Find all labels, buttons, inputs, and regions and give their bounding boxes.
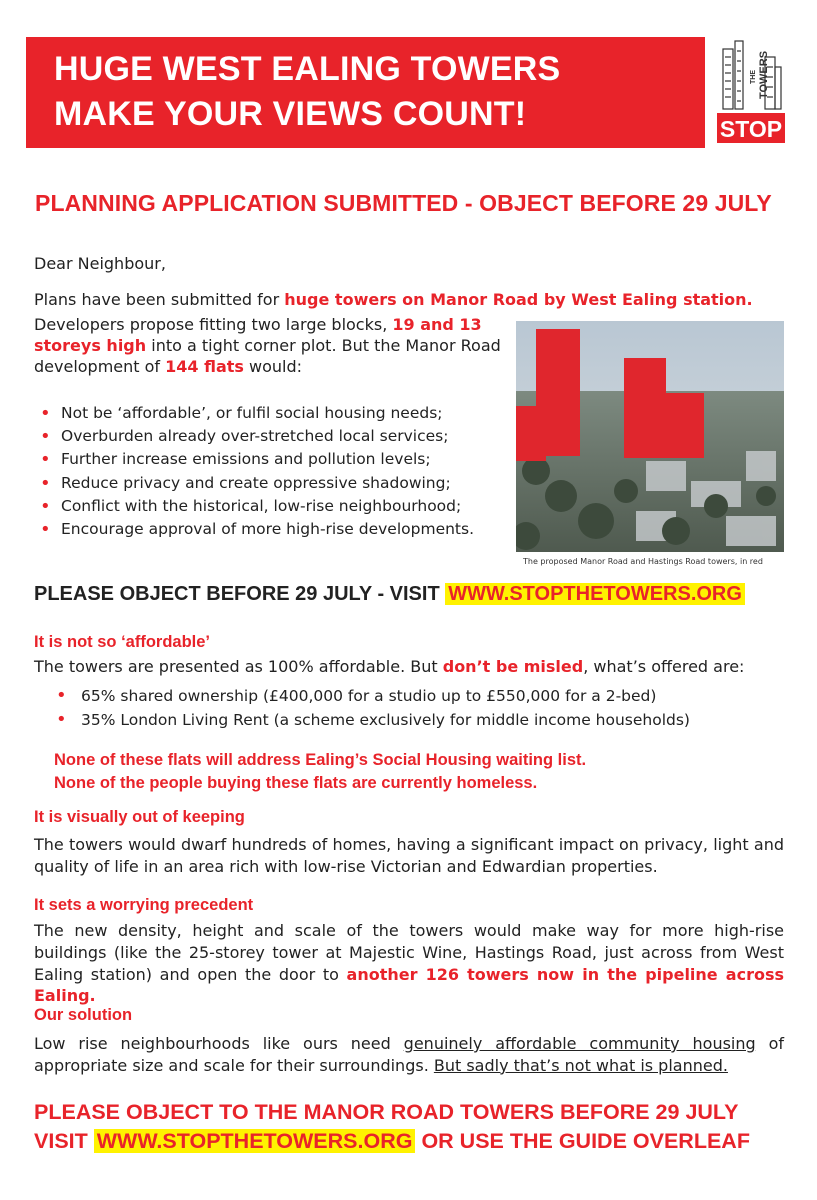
affordable-text-b: , what’s offered are:: [583, 657, 745, 676]
logo-text-towers: TOWERS: [758, 50, 770, 100]
stop-the-towers-logo: [717, 37, 785, 145]
affordable-list: [56, 684, 690, 732]
object-cta: [34, 583, 745, 606]
intro-text-d: would:: [243, 357, 303, 376]
solution-underline-1: genuinely affordable community housing: [403, 1034, 756, 1053]
list-item: • Reduce privacy and create oppressive shadowing;: [40, 472, 520, 495]
intro-text-b: Developers propose fitting two large blocks,: [34, 315, 393, 334]
greeting: Dear Neighbour,: [34, 254, 166, 273]
list-item: • Further increase emissions and pollution levels;: [40, 448, 520, 471]
list-item: • Encourage approval of more high-rise developments.: [40, 518, 520, 541]
section-heading-affordable: It is not so ‘affordable’: [34, 633, 211, 651]
final-visit: VISIT: [34, 1129, 94, 1153]
precedent-text-main: The new density, height and scale of the towers would make way for more high-rise buildings (like the 25-storey tower at Majestic Wine, Hastings Road, just across from West Ealing station) and open the door to: [34, 921, 784, 984]
intro-text-a: Plans have been submitted for: [34, 290, 285, 309]
final-line1: PLEASE OBJECT TO THE MANOR ROAD TOWERS BEFORE 29 JULY: [34, 1100, 739, 1124]
objections-list: [40, 402, 520, 541]
final-website-link[interactable]: WWW.STOPTHETOWERS.ORG: [94, 1129, 416, 1153]
section-heading-visual: It is visually out of keeping: [34, 808, 245, 826]
solution-text-b: of appropriate size and scale for their surroundings.: [34, 1034, 785, 1075]
logo-text-stop: STOP: [719, 116, 783, 142]
final-call: [34, 1098, 750, 1156]
header-banner: [26, 37, 705, 148]
solution-underline-2: But sadly that’s not what is planned.: [433, 1055, 728, 1075]
list-item: • Not be ‘affordable’, or fulfil social housing needs;: [40, 402, 520, 425]
banner-title-line1: HUGE WEST EALING TOWERS: [54, 50, 561, 88]
affordable-text-a: The towers are presented as 100% affordable. But: [34, 657, 443, 676]
affordable-highlight: don’t be misled: [442, 657, 584, 676]
list-item: • 65% shared ownership (£400,000 for a studio up to £550,000 for a 2-bed): [56, 684, 690, 708]
intro-rest: [34, 314, 514, 377]
precedent-highlight: another 126 towers now in the pipeline across Ealing.: [34, 964, 784, 1006]
intro-highlight-c: 144 flats: [165, 357, 244, 376]
intro-highlight-b: 19 and 13 storeys high: [34, 315, 482, 355]
banner-title-line2: MAKE YOUR VIEWS COUNT!: [54, 95, 527, 133]
section-heading-precedent: It sets a worrying precedent: [34, 896, 254, 914]
intro-text-c: into a tight corner plot. But the Manor Road development of: [34, 336, 501, 376]
final-tail: OR USE THE GUIDE OVERLEAF: [415, 1129, 750, 1153]
website-link[interactable]: WWW.STOPTHETOWERS.ORG: [445, 583, 745, 605]
section-heading-solution: Our solution: [34, 1006, 133, 1024]
affordable-text: [34, 656, 814, 678]
visual-text: The towers would dwarf hundreds of homes, having a significant impact on privacy, light and quality of life in an area rich with low-rise Victorian and Edwardian properties.: [34, 835, 784, 876]
logo-text-the: THE: [750, 70, 757, 84]
intro-line1: [34, 289, 817, 310]
subheading: PLANNING APPLICATION SUBMITTED - OBJECT BEFORE 29 JULY: [35, 190, 772, 216]
affordable-emphasis-2: None of the people buying these flats are currently homeless.: [54, 774, 538, 792]
towers-aerial-photo: [516, 321, 784, 552]
solution-text: [34, 1033, 784, 1077]
list-item: • Overburden already over-stretched local services;: [40, 425, 520, 448]
photo-caption: The proposed Manor Road and Hastings Road towers, in red: [523, 557, 763, 566]
list-item: • 35% London Living Rent (a scheme exclusively for middle income households): [56, 708, 690, 732]
precedent-text: [34, 920, 784, 1007]
affordable-emphasis-1: None of these flats will address Ealing’s Social Housing waiting list.: [54, 751, 587, 769]
solution-text-a: Low rise neighbourhoods like ours need: [34, 1034, 404, 1053]
final-line2: [34, 1127, 750, 1156]
list-item: • Conflict with the historical, low-rise neighbourhood;: [40, 495, 520, 518]
cta-text: PLEASE OBJECT BEFORE 29 JULY - VISIT: [34, 583, 446, 605]
intro-highlight-a: huge towers on Manor Road by West Ealing station.: [284, 290, 753, 309]
